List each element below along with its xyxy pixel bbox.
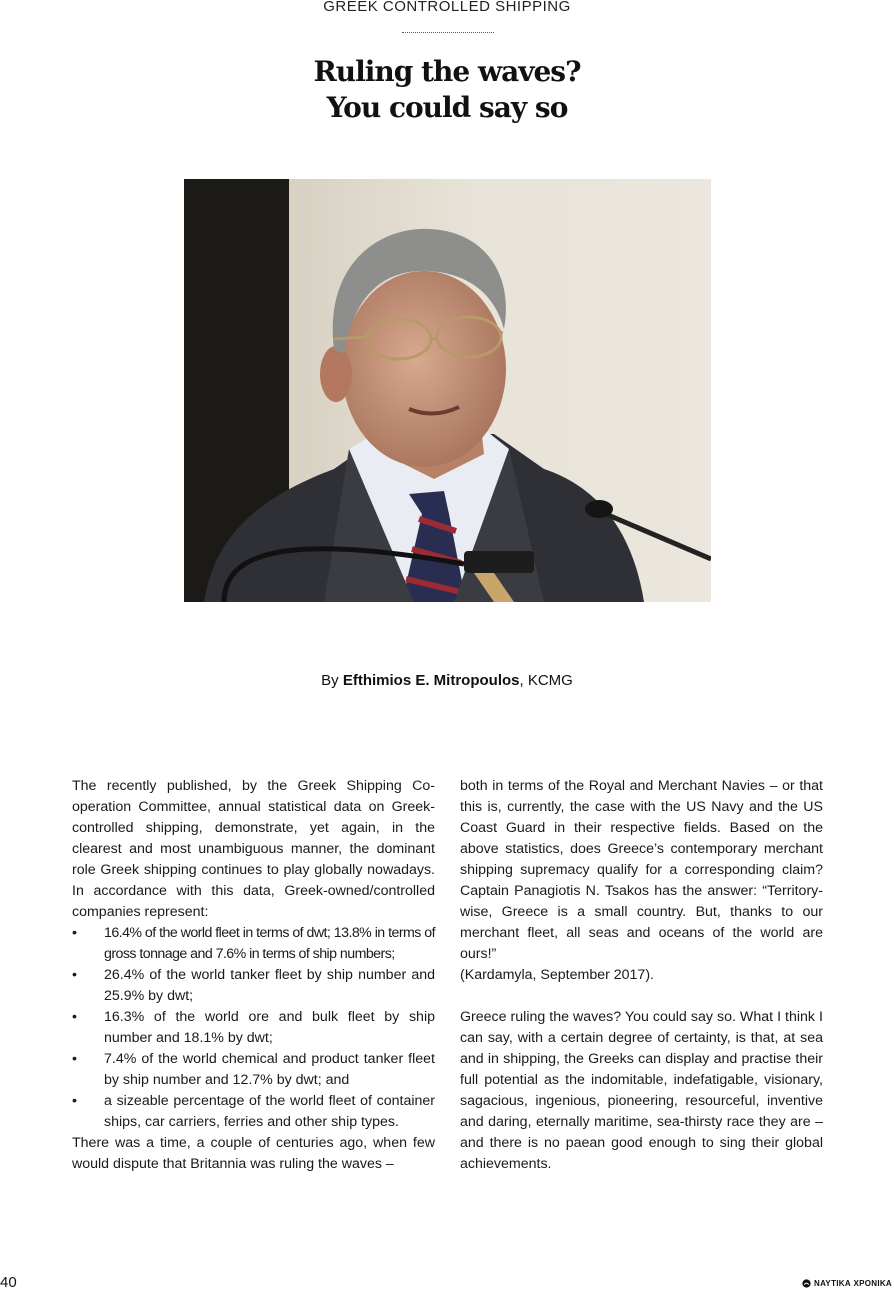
footer-brand [802, 1279, 892, 1288]
bullet-icon: • [72, 1009, 77, 1025]
byline-suffix: , KCMG [519, 672, 573, 689]
list-item: • 7.4% of the world chemical and product tanker fleet by ship number and 12.7% by dwt; and [72, 1051, 435, 1088]
byline-prefix: By [321, 672, 343, 689]
article-headline [0, 54, 894, 126]
article-paragraph-conclusion: Greece ruling the waves? You could say so. What I think I can say, with a certain degree of certainty, is that, at sea and in shipping, the Greeks can display and practise their full potential as the indomitable, indefatigable, visionary, sagacious, ingenious, pioneering, resourceful, inventive and daring, eternally maritime, sea-thirsty race they are – and there is no paean good enough to sing their global achievements. [460, 1009, 823, 1172]
byline [0, 672, 894, 689]
list-item: • 16.4% of the world fleet in terms of dwt; 13.8% in terms of gross tonnage and 7.6% in terms of ship numbers; [72, 925, 435, 962]
bullet-icon: • [72, 925, 77, 941]
article-column-left [72, 776, 435, 1175]
bullet-icon: • [72, 1093, 77, 1109]
brand-name: ΝΑΥΤΙΚΑ ΧΡΟΝΙΚΑ [814, 1279, 892, 1288]
byline-author: Efthimios E. Mitropoulos [342, 672, 520, 689]
section-label: GREEK CONTROLLED SHIPPING [323, 0, 571, 15]
quote-source: (Kardamyla, September 2017). [460, 967, 654, 983]
headline-line-1: Ruling the waves? [313, 55, 581, 88]
list-item: • 16.3% of the world ore and bulk fleet by ship number and 18.1% by dwt; [72, 1009, 435, 1046]
page-number: 40 [0, 1274, 17, 1291]
article-paragraph-britannia-continued: both in terms of the Royal and Merchant Navies – or that this is, currently, the case with the US Navy and the US Coast Guard in their respective fields. Based on the above statistics, does Greece’s contemporary merchant shipping supremacy qualify for a corresponding claim? Captain Panagiotis N. Tsakos has the answer: “Territory-wise, Greece is a small country. But, thanks to our merchant fleet, all seas and oceans of the world are ours!” [460, 778, 823, 962]
article-column-right [460, 776, 823, 1175]
bullet-icon: • [72, 1051, 77, 1067]
headline-line-2: You could say so [326, 91, 568, 124]
header-divider [402, 32, 494, 33]
article-paragraph-intro: The recently published, by the Greek Shipping Co-operation Committee, annual statistical data on Greek-controlled shipping, demonstrate, yet again, in the clearest and most unambiguous manner, the dominant role Greek shipping continues to play globally nowadays. In accordance with this data, Greek-owned/controlled companies represent: [72, 778, 435, 920]
article-paragraph-britannia-start: There was a time, a couple of centuries ago, when few would dispute that Britannia was ruling the waves – [72, 1135, 435, 1172]
author-photo [184, 179, 711, 602]
brand-logo-icon [802, 1279, 811, 1288]
list-item: • a sizeable percentage of the world fleet of container ships, car carriers, ferries and other ship types. [72, 1093, 435, 1130]
list-item: • 26.4% of the world tanker fleet by ship number and 25.9% by dwt; [72, 967, 435, 1004]
statistics-list [72, 923, 435, 1133]
bullet-icon: • [72, 967, 77, 983]
